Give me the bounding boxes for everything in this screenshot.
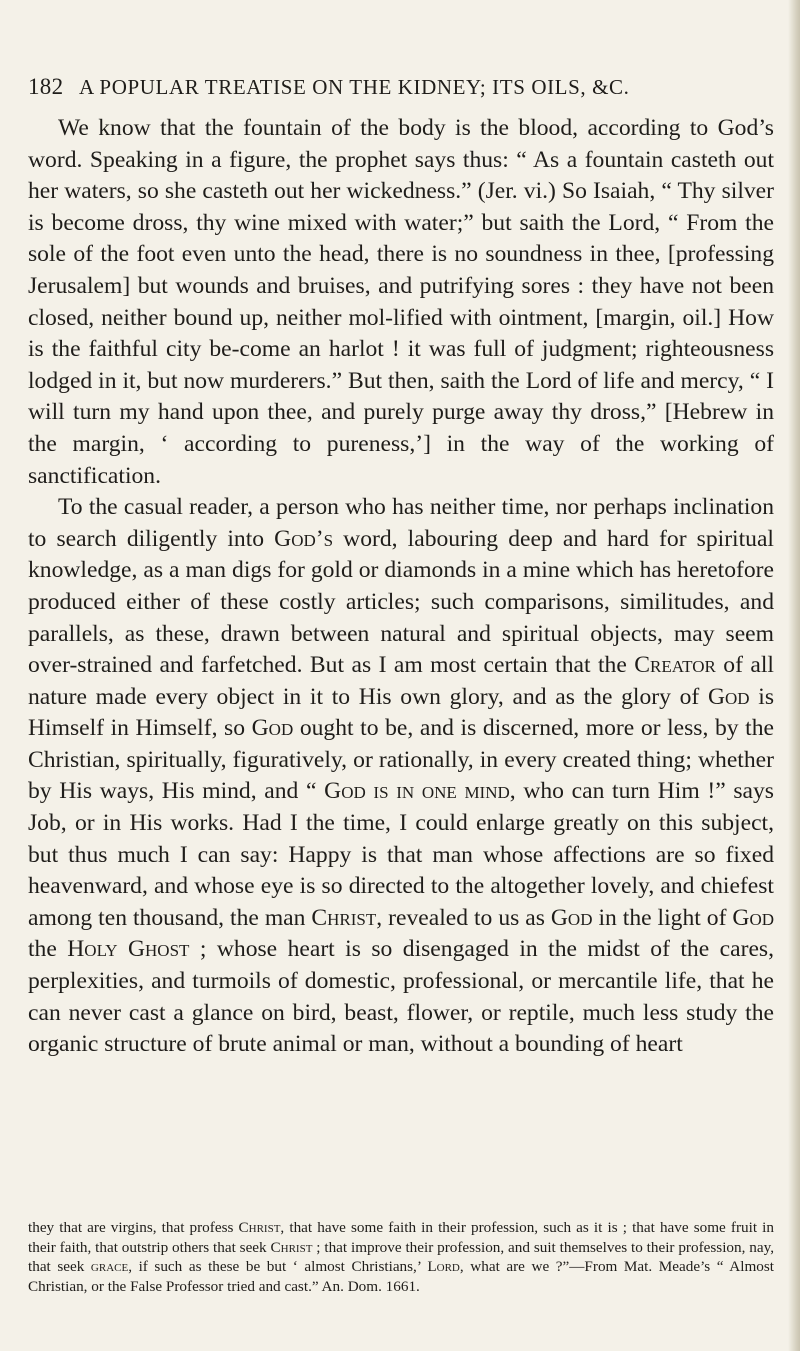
- text-run: revealed to us as: [382, 904, 551, 931]
- footnote: [28, 1218, 774, 1296]
- text-run: word, labouring deep and hard for spiritual knowledge, as a man digs for gold or diamonds in a mine which has heretofore produced either of these costly articles; such comparisons, similitudes, and parallels, as these, drawn between natural and spiritual objects, may seem over-strained and farfetched. But as I am most certain that the: [28, 525, 774, 679]
- small-caps-run: Lord,: [427, 1258, 464, 1276]
- small-caps-run: God: [732, 904, 774, 931]
- small-caps-run: Christ: [270, 1238, 313, 1256]
- paragraph-1: We know that the fountain of the body is the blood, according to God’s word. Speaking in a figure, the prophet says thus: “ As a fountain casteth out her waters, so she casteth out her wickedness.” (Jer. vi.) So Isaiah, “ Thy silver is become dross, thy wine mixed with water;” but saith the Lord, “ From the sole of the foot even unto the head, there is no soundness in thee, [professing Jerusalem] but wounds and bruises, and putrifying sores : they have not been closed, neither bound up, neither mol-lified with ointment, [margin, oil.] How is the faithful city be-come an harlot ! it was full of judgment; righteousness lodged in it, but now murderers.” But then, saith the Lord of life and mercy, “ I will turn my hand upon thee, and purely purge away thy dross,” [Hebrew in the margin, ‘ according to pureness,’] in the way of the working of sanctification.: [28, 115, 774, 489]
- paragraph-2: [28, 492, 774, 1061]
- running-title: A POPULAR TREATISE ON THE KIDNEY; ITS OILS, &C.: [78, 75, 630, 99]
- footnote-text: [28, 1218, 774, 1296]
- page-number: 182: [28, 74, 64, 99]
- small-caps-run: God’s: [274, 525, 334, 552]
- body-text: [28, 113, 774, 1061]
- small-caps-run: Christ,: [238, 1219, 285, 1236]
- text-run: the: [28, 936, 68, 963]
- text-run: ; whose heart is so disengaged in the midst of the cares, perplexities, and turmoils of domestic, professional, or mercantile life, that he can never cast a glance on bird, beast, flower, or reptile, much less study the organic structure of brute animal or man, without a bounding of heart: [28, 936, 774, 1058]
- text-run: what are we ?”—From Mat. Meade’s “ Almost Christian, or the False Professor tried and cast.” An. Dom. 1661.: [28, 1258, 774, 1295]
- text-run: that have some faith in their profession, such as it is ; that have some fruit in their faith, that outstrip others that seek: [28, 1219, 774, 1256]
- text-run: who can turn Him !” says Job, or in His works. Had I the time, I could enlarge greatly on this subject, but thus much I can say: Happy is that man whose affections are so fixed heavenward, and whose eye is so directed to the altogether lovely, and chiefest among ten thousand, the man: [28, 778, 774, 931]
- page-edge-shadow: [788, 0, 800, 1351]
- running-head: [28, 74, 788, 100]
- small-caps-run: grace,: [90, 1258, 132, 1276]
- text-run: they that are virgins, that profess: [28, 1219, 239, 1236]
- text-run: ; that improve their profession, and suit themselves to their profession, nay, that seek: [28, 1238, 774, 1276]
- small-caps-run: God: [550, 904, 593, 931]
- text-run: To the casual reader, a person who has neither time, nor perhaps inclination to search diligently into: [28, 494, 774, 552]
- small-caps-run: God: [251, 715, 294, 742]
- text-run: of all nature made every object in it to His own glory, and as the glory of: [28, 652, 774, 710]
- small-caps-run: God: [707, 683, 750, 710]
- text-run: if such as these be but ‘ almost Christians,’: [132, 1258, 428, 1276]
- text-run: is Himself in Himself, so: [28, 683, 774, 742]
- small-caps-run: Creator: [634, 652, 716, 679]
- small-caps-run: Christ,: [311, 904, 383, 931]
- text-run: ought to be, and is discerned, more or less, by the Christian, spiritually, figuratively, or rationally, in every created thing; whether by His ways, His mind, and “: [28, 715, 774, 805]
- small-caps-run: God is in one mind,: [324, 778, 516, 805]
- small-caps-run: Holy Ghost: [67, 936, 190, 963]
- text-run: in the light of: [592, 904, 733, 931]
